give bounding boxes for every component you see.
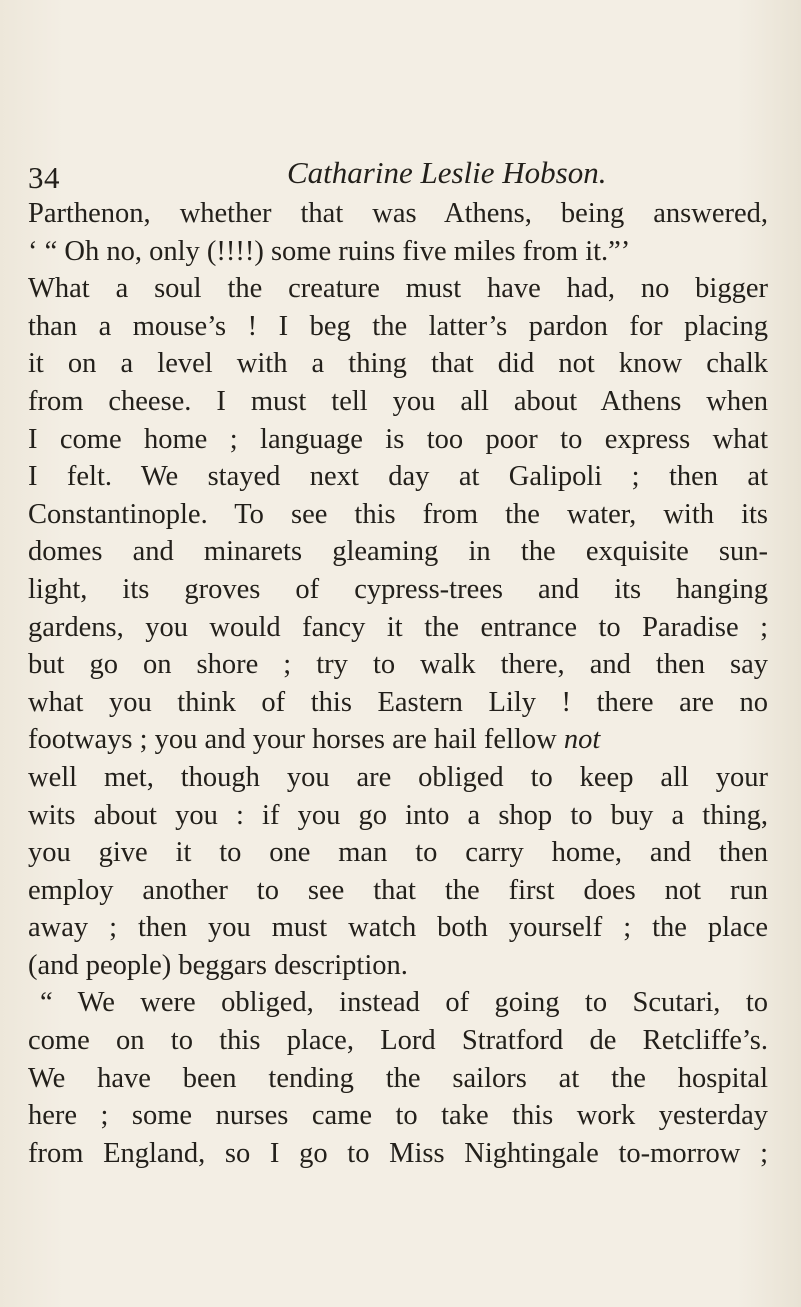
body-text — [28, 195, 768, 1172]
text-line: employ another to see that the first does not run — [28, 874, 768, 906]
italic-word: not — [563, 724, 601, 756]
text-line: (and people) beggars description. — [28, 949, 408, 981]
text-line: away ; then you must watch both yourself ; the place — [28, 912, 768, 944]
text-line: What a soul the creature must have had, no bigger — [28, 273, 768, 305]
page-number: 34 — [28, 160, 60, 195]
text-line: but go on shore ; try to walk there, and then say — [28, 649, 768, 681]
text-line: wits about you : if you go into a shop to buy a thing, — [28, 799, 768, 831]
text-line: light, its groves of cypress-trees and its hanging — [28, 573, 768, 605]
text-line: you give it to one man to carry home, and then — [28, 837, 768, 869]
text-line: footways ; you and your horses are hail fellow — [28, 724, 557, 756]
text-line: than a mouse’s ! I beg the latter’s pardon for placing — [28, 310, 768, 342]
text-line: Parthenon, whether that was Athens, being answered, — [28, 198, 768, 229]
text-line: gardens, you would fancy it the entrance to Paradise ; — [28, 611, 768, 643]
text-line: it on a level with a thing that did not know chalk — [28, 348, 768, 380]
text-line: from England, so I go to Miss Nightingale to-morrow ; — [28, 1137, 768, 1169]
text-line: what you think of this Eastern Lily ! there are no — [28, 686, 768, 718]
text-line: ‘ “ Oh no, only (!!!!) some ruins five miles from it.”’ — [28, 235, 631, 267]
text-line: well met, though you are obliged to keep all your — [28, 761, 768, 793]
text-line: “ We were obliged, instead of going to Scutari, to — [40, 987, 768, 1019]
text-line: come on to this place, Lord Stratford de Retcliffe’s. — [28, 1025, 768, 1057]
text-line-with-italic — [28, 721, 768, 759]
text-line: from cheese. I must tell you all about Athens when — [28, 385, 768, 417]
running-title: Catharine Leslie Hobson. — [287, 155, 607, 190]
text-line: I come home ; language is too poor to express what — [28, 423, 768, 455]
text-line: here ; some nurses came to take this work yesterday — [28, 1100, 768, 1132]
text-line: domes and minarets gleaming in the exquisite sun- — [28, 536, 768, 568]
text-line: I felt. We stayed next day at Galipoli ; then at — [28, 461, 768, 493]
text-line: Constantinople. To see this from the water, with its — [28, 498, 768, 530]
text-line: We have been tending the sailors at the hospital — [28, 1062, 768, 1094]
